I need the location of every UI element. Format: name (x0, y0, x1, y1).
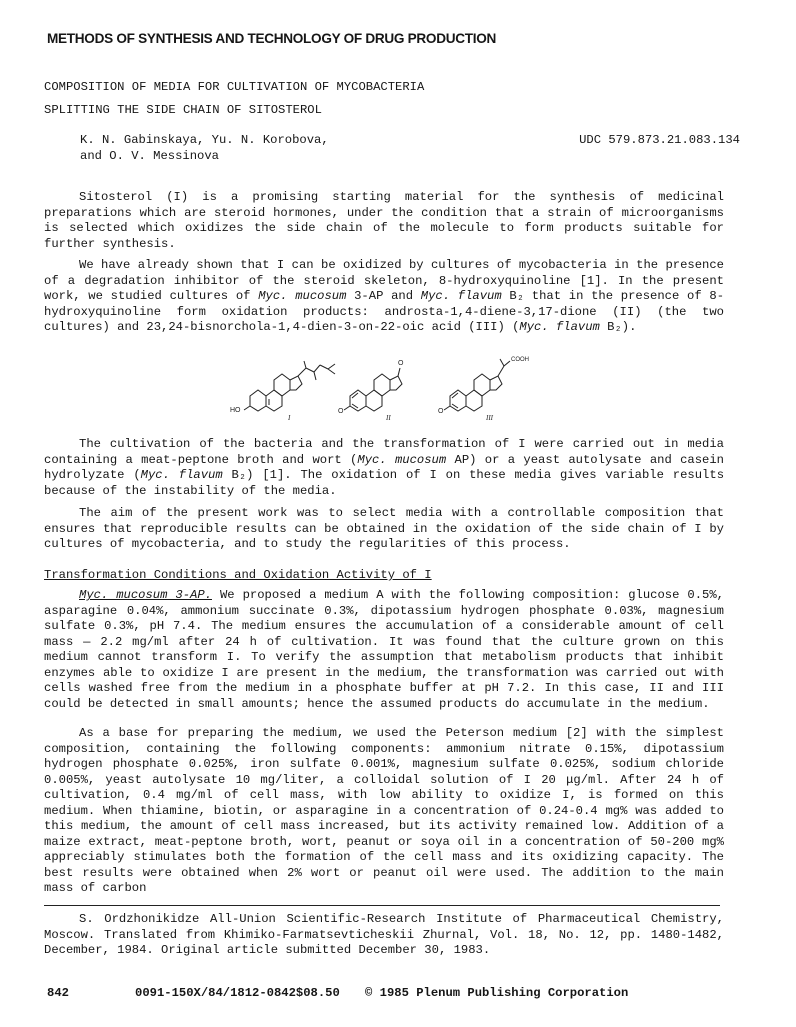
paragraph-3 (44, 437, 724, 499)
authors (80, 133, 329, 164)
ketone-label-17: O (398, 360, 404, 367)
structure-I (244, 361, 335, 411)
paragraph-3-part-c: B₂) [1]. The oxidation of I on these media gives variable results because of the instability of the media. (44, 468, 725, 498)
authors-line1: K. N. Gabinskaya, Yu. N. Korobova, (80, 133, 329, 147)
paragraph-2-part-b: 3-AP and (346, 289, 421, 303)
compound-label-III: III (486, 414, 493, 422)
ketone-label-3: O (438, 408, 444, 415)
ketone-label-2: O (338, 408, 344, 415)
paragraph-2-part-c: B₂ that in the presence of 8-hydroxyquinoline form oxidation products: androsta-1,4-diene-3,17-dione (II) (the two cultures) and 23,24-bisnorchola-1,4-dien-3-on-22-oic acid (III) ( (44, 289, 725, 334)
species-name: Myc. mucosum (258, 289, 347, 303)
paragraph-6-text: As a base for preparing the medium, we used the Peterson medium [2] with the simplest composition, containing the following components: ammonium nitrate 0.15%, dipotassium hydrogen phosphate 0.025%, iron sulfate 0.001%, magnesium sulfate 0.025%, sodium chloride 0.005%, yeast autolysate 10 mg/liter, a colloidal solution of I 20 μg/ml. After 24 h of cultivation, 0.4 mg/ml of cell mass, with low ability to oxidize I, is formed on this medium. When thiamine, biotin, or asparagine in a concentration of 0.24-0.4 mg% was added to this medium, the amount of cell mass increased, but its activity remained low. Addition of a maize extract, meat-peptone broth, wort, peanut or soya oil in a concentration of 50-200 mg% appreciably stimulates both the formation of the cell mass and its oxidizing capacity. The best results were obtained when 2% wort or peanut oil were used. The addition to the main mass of carbon (44, 726, 724, 895)
structure-III (444, 359, 510, 411)
paragraph-5-body: We proposed a medium A with the following composition: glucose 0.5%, asparagine 0.04%, ammonium succinate 0.3%, dipotassium hydrogen phosphate 0.03%, magnesium sulfate 0.3%, pH 7.4. The medium ensures the accumulation of a considerable amount of cell mass — 2.2 mg/ml after 24 h of cultivation. It was found that the culture grown on this medium cannot transform I. To verify the assumption that metabolism products that inhibit enzymes able to oxidize I are present in the medium, the transformation was carried out with cells washed free from the medium in a phosphate buffer at pH 7.2. In this case, II and III could be detected in small amounts; hence the assumed products do accumulate in the medium. (44, 588, 724, 711)
authors-line2: and O. V. Messinova (80, 148, 219, 163)
species-name: Myc. mucosum (357, 452, 447, 467)
footnote (44, 912, 724, 959)
article-title-line2: SPLITTING THE SIDE CHAIN OF SITOSTEROL (44, 103, 322, 117)
paragraph-2 (44, 258, 724, 336)
paragraph-5-text (44, 588, 724, 712)
footnote-divider (44, 905, 720, 906)
carboxyl-label: COOH (511, 357, 529, 363)
species-name: Myc. flavum (140, 468, 223, 482)
hydroxyl-label: HO (230, 407, 241, 414)
article-title-line1: COMPOSITION OF MEDIA FOR CULTIVATION OF MYCOBACTERIA (44, 80, 425, 94)
footnote-text: S. Ordzhonikidze All-Union Scientific-Research Institute of Pharmaceutical Chemistry, Moscow. Translated from Khimiko-Farmatsevticheskii Zhurnal, Vol. 18, No. 12, pp. 1480-1482, December, 1984. Original article submitted December 30, 1983. (44, 912, 724, 957)
udc-code: UDC 579.873.21.083.134 (579, 133, 740, 147)
subsection-heading: Transformation Conditions and Oxidation Activity of I (44, 568, 432, 582)
copyright: © 1985 Plenum Publishing Corporation (365, 986, 629, 1000)
paragraph-2-part-d: B₂). (599, 320, 637, 334)
paragraph-1-text: Sitosterol (I) is a promising starting material for the synthesis of medicinal preparations which are steroid hormones, under the condition that a strain of microorganisms is selected which oxidizes the side chain of the molecule to form products suitable for further synthesis. (44, 190, 724, 251)
paragraph-1 (44, 190, 724, 252)
paragraph-3-part-b: AP) or a yeast autolysate and casein hydrolyzate ( (44, 452, 724, 482)
page-number: 842 (47, 986, 69, 1000)
section-heading: METHODS OF SYNTHESIS AND TECHNOLOGY OF DRUG PRODUCTION (47, 31, 497, 46)
paragraph-4 (44, 506, 724, 553)
paragraph-4-text: The aim of the present work was to select media with a controllable composition that ensures that reproducible results can be obtained in the oxidation of the side chain of I by cultures of mycobacteria, and to study the regularities of this process. (44, 506, 724, 551)
paragraph-2-part-a: We have already shown that I can be oxidized by cultures of mycobacteria in the presence of a degradation inhibitor of the steroid skeleton, 8-hydroxyquinoline [1]. In the present work, we studied cultures of (44, 258, 724, 303)
paragraph-3-text (44, 437, 724, 499)
compound-label-II: II (386, 414, 391, 422)
chemical-structures-diagram (228, 352, 548, 422)
paragraph-5 (44, 588, 724, 712)
species-name: Myc. flavum (519, 320, 600, 334)
article-code: 0091-150X/84/1812-0842$08.50 (135, 986, 340, 1000)
paragraph-3-part-a: The cultivation of the bacteria and the transformation of I were carried out in media containing a meat-peptone broth and wort ( (44, 437, 724, 467)
compound-label-I: I (288, 414, 291, 422)
structure-II (344, 368, 402, 411)
paragraph-2-text (44, 258, 724, 336)
paragraph-6 (44, 726, 724, 897)
species-name: Myc. flavum (420, 289, 502, 303)
paragraph-5-lead: Myc. mucosum 3-AP. (79, 588, 212, 602)
